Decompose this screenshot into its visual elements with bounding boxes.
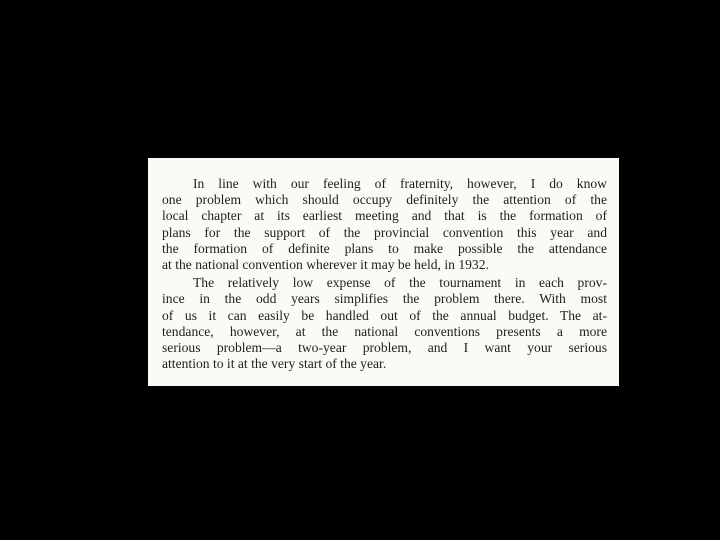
- paragraph-1-line-1: In line with our feeling of fraternity, however, I do know: [193, 176, 607, 191]
- paragraph-1: [162, 176, 607, 273]
- paragraph-1-line-2: one problem which should occupy definitely the attention of the: [162, 192, 607, 208]
- paragraph-2-line-3: of us it can easily be handled out of the annual budget. The at-: [162, 307, 607, 323]
- paragraph-2-line-2: ince in the odd years simplifies the problem there. With most: [162, 291, 607, 307]
- paragraph-2-line-6: attention to it at the very start of the year.: [162, 356, 387, 372]
- paragraph-1-line-5: the formation of definite plans to make possible the attendance: [162, 240, 607, 256]
- paragraph-2-line-5: serious problem—a two-year problem, and I want your serious: [162, 340, 607, 356]
- paragraph-1-line-3: local chapter at its earliest meeting and that is the formation of: [162, 208, 607, 224]
- paragraph-1-line-6: at the national convention wherever it may be held, in 1932.: [162, 257, 489, 273]
- document-clipping: [148, 158, 619, 386]
- paragraph-1-line-4: plans for the support of the provincial convention this year and: [162, 224, 607, 240]
- paragraph-2-line-4: tendance, however, at the national conventions presents a more: [162, 323, 607, 339]
- paragraph-2-line-1: The relatively low expense of the tournament in each prov-: [193, 275, 607, 291]
- paragraph-2: [162, 275, 607, 372]
